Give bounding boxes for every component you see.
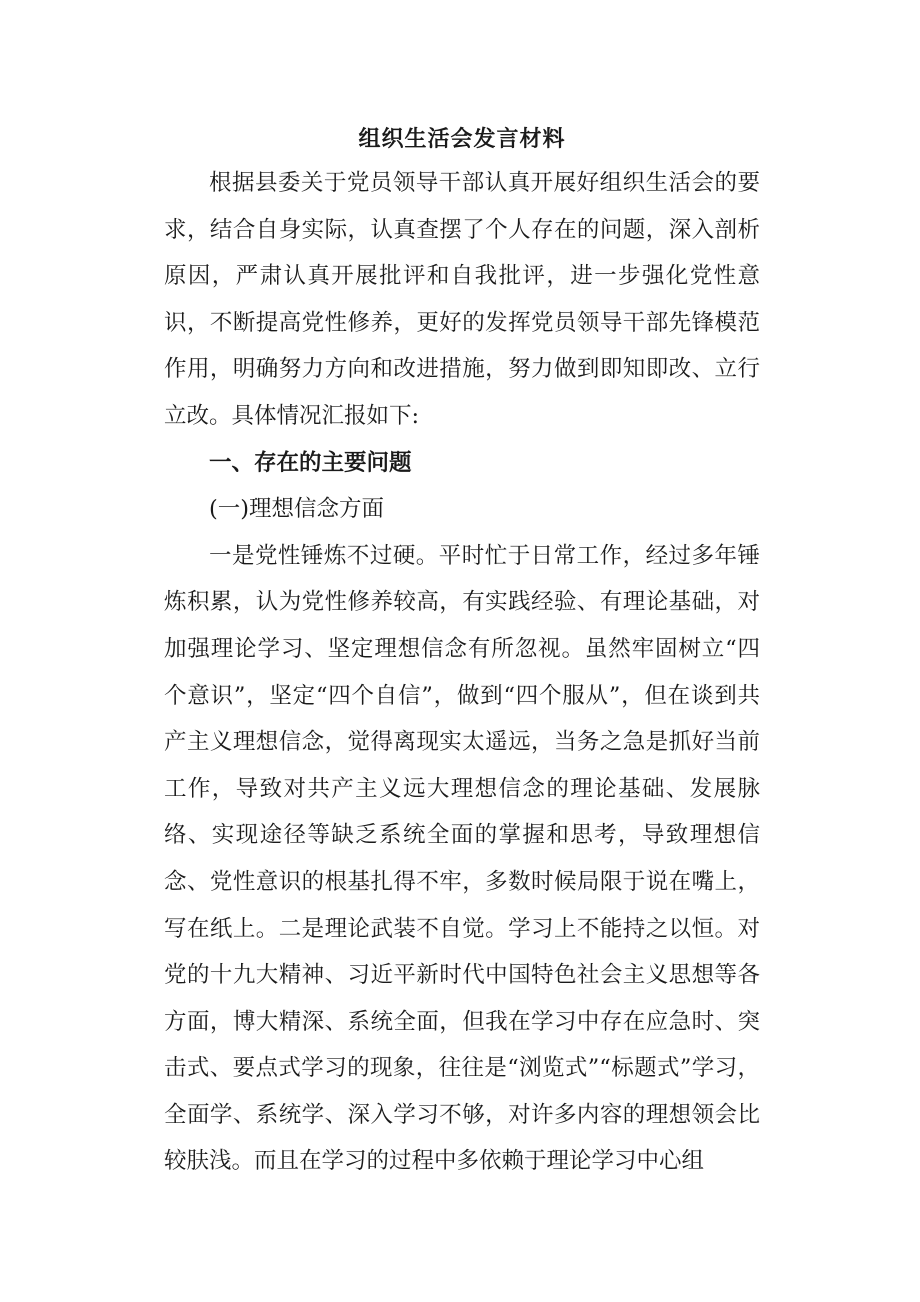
section-heading-main-problems: 一、存在的主要问题	[209, 449, 412, 476]
document-body	[164, 118, 760, 1185]
intro-paragraph: 根据县委关于党员领导干部认真开展好组织生活会的要求，结合自身实际，认真查摆了个人存在的问题，深入剖析原因，严肃认真开展批评和自我批评，进一步强化党性意识，不断提高党性修养，更好的发挥党员领导干部先锋模范作用，明确努力方向和改进措施，努力做到即知即改、立行立改。具体情况汇报如下:	[164, 170, 760, 429]
document-title: 组织生活会发言材料	[358, 126, 566, 152]
body-paragraph: 一是党性锤炼不过硬。平时忙于日常工作，经过多年锤炼积累，认为党性修养较高，有实践经验、有理论基础，对加强理论学习、坚定理想信念有所忽视。虽然牢固树立“四个意识”，坚定“四个自信”，做到“四个服从”，但在谈到共产主义理想信念，觉得离现实太遥远，当务之急是抓好当前工作，导致对共产主义远大理想信念的理论基础、发展脉络、实现途径等缺乏系统全面的掌握和思考，导致理想信念、党性意识的根基扎得不牢，多数时候局限于说在嘴上，写在纸上。二是理论武装不自觉。学习上不能持之以恒。对党的十九大精神、习近平新时代中国特色社会主义思想等各方面，博大精深、系统全面，但我在学习中存在应急时、突击式、要点式学习的现象，往往是“浏览式”“标题式”学习，全面学、系统学、深入学习不够，对许多内容的理想领会比较肤浅。而且在学习的过程中多依赖于理论学习中心组	[164, 542, 760, 1175]
subsection-heading-ideals-beliefs: (一)理想信念方面	[209, 496, 385, 523]
